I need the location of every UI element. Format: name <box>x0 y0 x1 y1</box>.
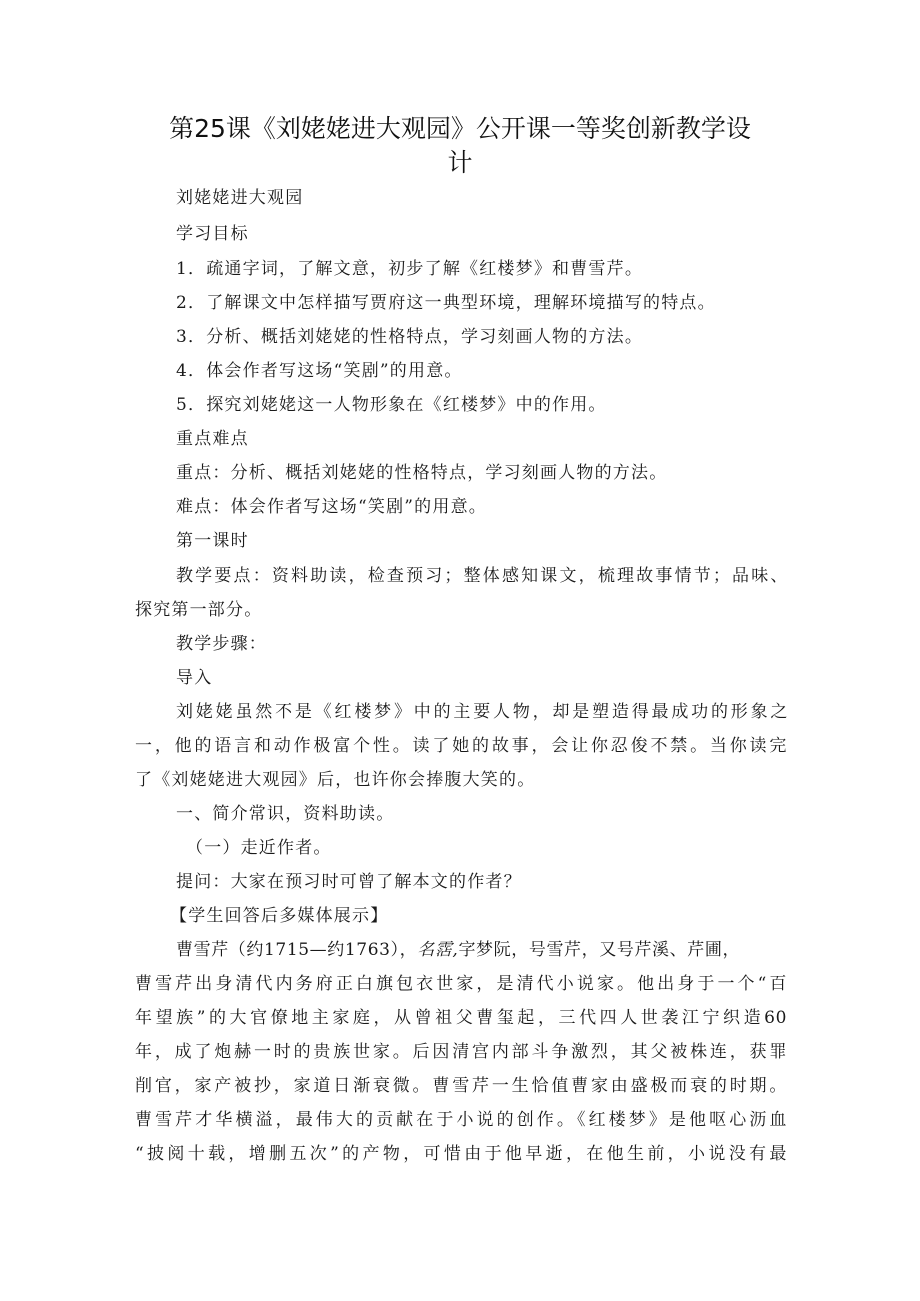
media-note: 【学生回答后多媒体展示】 <box>170 906 389 926</box>
section-heading-intro: 导入 <box>176 668 213 688</box>
section-heading-first-lesson: 第一课时 <box>176 531 249 551</box>
question-line: 提问：大家在预习时可曾了解本文的作者？ <box>176 872 522 892</box>
key-point: 重点：分析、概括刘姥姥的性格特点，学习刻画人物的方法。 <box>176 463 668 483</box>
paragraph-line: 年，成了炮赫一时的贵族世家。后因清宫内部斗争激烈，其父被株连，获罪 <box>135 1042 787 1062</box>
section-heading-1: 一、简介常识，资料助读。 <box>176 804 395 824</box>
objective-item-3: 3．分析、概括刘姥姥的性格特点，学习刻画人物的方法。 <box>176 327 644 347</box>
section-heading-steps: 教学步骤： <box>176 634 267 654</box>
author-bio-line <box>176 938 740 962</box>
paragraph-line: 曹雪芹才华横溢，最伟大的贡献在于小说的创作。《红楼梦》是他呕心沥血 <box>135 1110 787 1130</box>
paragraph-line: “披阅十载，增删五次”的产物，可惜由于他早逝，在他生前，小说没有最 <box>135 1144 787 1164</box>
paragraph-line: 了《刘姥姥进大观园》后，也许你会捧腹大笑的。 <box>135 770 536 790</box>
author-bio-text: 字梦阮，号雪芹，又号芹溪、芹圃， <box>458 940 741 960</box>
paragraph-line: 削官，家产被抄，家道日渐衰微。曹雪芹一生恰值曹家由盛极而衰的时期。 <box>135 1076 787 1096</box>
objective-item-2: 2．了解课文中怎样描写贾府这一典型环境，理解环境描写的特点。 <box>176 293 716 313</box>
author-bio-text: 曹雪芹（约1715—约1763）， <box>176 940 418 960</box>
paragraph-line: 探究第一部分。 <box>135 600 263 620</box>
paragraph-line: 曹雪芹出身清代内务府正白旗包衣世家，是清代小说家。他出身于一个“百 <box>135 974 787 994</box>
paragraph-line: 一，他的语言和动作极富个性。读了她的故事，会让你忍俊不禁。当你读完 <box>135 736 787 756</box>
section-heading-objectives: 学习目标 <box>176 224 249 244</box>
document-title-line-2: 计 <box>447 148 473 177</box>
paragraph-line: 年望族”的大官僚地主家庭，从曾祖父曹玺起，三代四人世袭江宁织造60 <box>135 1008 787 1028</box>
lesson-heading: 刘姥姥进大观园 <box>176 188 304 208</box>
objective-item-1: 1．疏通字词，了解文意，初步了解《红楼梦》和曹雪芹。 <box>176 259 644 279</box>
objective-item-4: 4．体会作者写这场“笑剧”的用意。 <box>176 361 463 381</box>
difficult-point: 难点：体会作者写这场“笑剧”的用意。 <box>176 497 487 517</box>
author-name-term: 名霑, <box>417 940 459 960</box>
document-title-line-1: 第25课《刘姥姥进大观园》公开课一等奖创新教学设 <box>169 114 751 143</box>
section-heading-key-points: 重点难点 <box>176 429 249 449</box>
paragraph-line: 刘姥姥虽然不是《红楼梦》中的主要人物，却是塑造得最成功的形象之 <box>176 702 788 722</box>
paragraph-line: 教学要点：资料助读，检查预习；整体感知课文，梳理故事情节；品味、 <box>176 566 788 586</box>
subsection-heading: （一）走近作者。 <box>186 838 332 858</box>
objective-item-5: 5．探究刘姥姥这一人物形象在《红楼梦》中的作用。 <box>176 395 607 415</box>
